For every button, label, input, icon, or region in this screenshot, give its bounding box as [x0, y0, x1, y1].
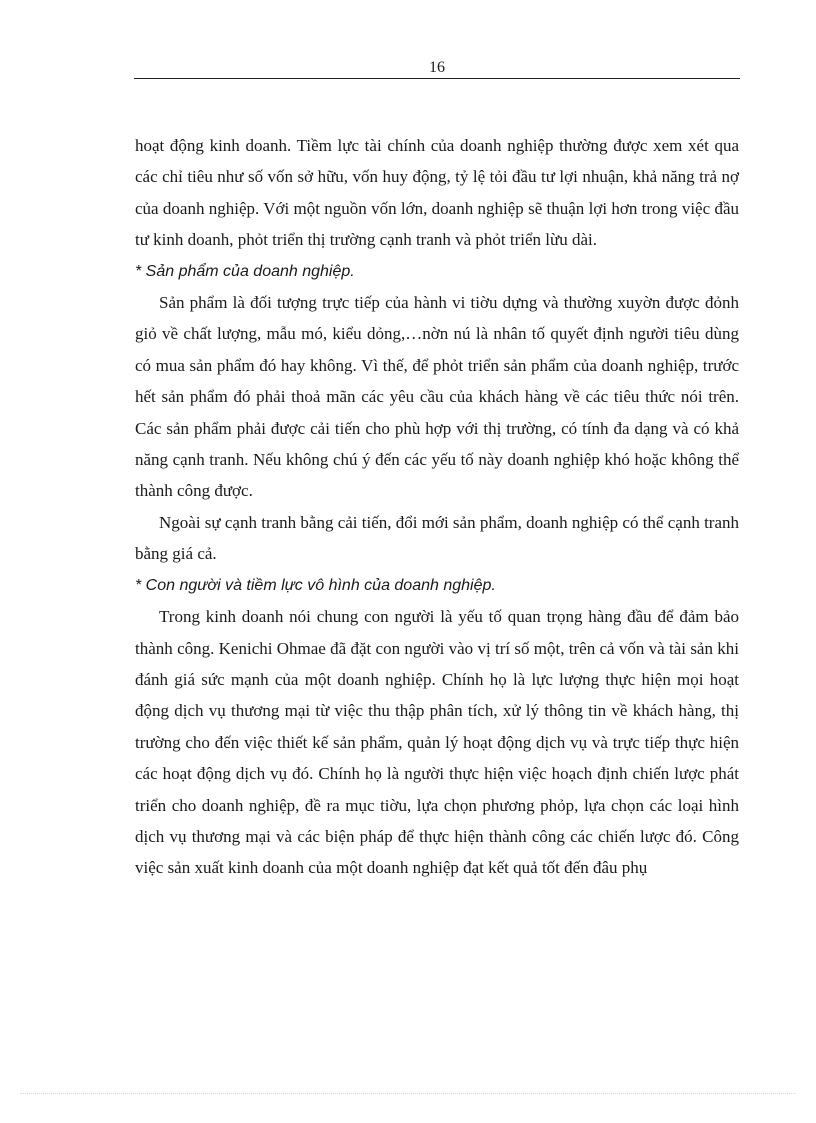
paragraph-financial-capacity: hoạt động kinh doanh. Tiềm lực tài chính của doanh nghiệp thường được xem xét qua các chỉ tiêu như số vốn sở hữu, vốn huy động, tỷ lệ tỏi đầu tư lợi nhuận, khả năng trả nợ của doanh nghiệp. Với một nguồn vốn lớn, doanh nghiệp sẽ thuận lợi hơn trong việc đầu tư kinh doanh, phỏt triển thị trường cạnh tranh và phỏt triển lừu dài.	[135, 136, 739, 250]
paragraph-price-competition: Ngoài sự cạnh tranh bằng cải tiến, đổi mới sản phẩm, doanh nghiệp có thể cạnh tranh bằng giá cả.	[135, 512, 739, 564]
section-heading-people: * Con người và tiềm lực vô hình của doanh nghiệp.	[135, 576, 496, 594]
paragraph-people: Trong kinh doanh nói chung con người là yếu tố quan trọng hàng đầu để đảm bảo thành công. Kenichi Ohmae đã đặt con người vào vị trí số một, trên cả vốn và tài sản khi đánh giá sức mạnh của một doanh nghiệp. Chính họ là lực lượng thực hiện mọi hoạt động dịch vụ thương mại từ việc thu thập phân tích, xử lý thông tin về khách hàng, thị trường cho đến việc thiết kế sản phẩm, quản lý hoạt động dịch vụ và trực tiếp thực hiện các hoạt động dịch vụ đó. Chính họ là người thực hiện việc hoạch định chiến lược phát triển cho doanh nghiệp, đề ra mục tiờu, lựa chọn phương phỏp, lựa chọn các loại hình dịch vụ thương mại và các biện pháp để thực hiện thành công các chiến lược đó. Công việc sản xuất kinh doanh của một doanh nghiệp đạt kết quả tốt đến đâu phụ	[135, 607, 739, 878]
page-number: 16	[429, 59, 445, 76]
page-header	[134, 58, 740, 79]
document-body	[135, 130, 739, 884]
paragraph-products: Sản phẩm là đối tượng trực tiếp của hành vi tiờu dựng và thường xuyờn được đỏnh giỏ về chất lượng, mẫu mó, kiểu dỏng,…nờn nú là nhân tố quyết định người tiêu dùng có mua sản phẩm đó hay không. Vì thế, để phỏt triển sản phẩm của doanh nghiệp, trước hết sản phẩm đó phải thoả mãn các yêu cầu của khách hàng về các tiêu thức nói trên. Các sản phẩm phải được cải tiến cho phù hợp với thị trường, có tính đa dạng và có khả năng cạnh tranh. Nếu không chú ý đến các yếu tố này doanh nghiệp khó hoặc không thể thành công được.	[135, 293, 739, 501]
page-bottom-border	[20, 1093, 796, 1094]
section-heading-products: * Sản phẩm của doanh nghiệp.	[135, 262, 355, 280]
